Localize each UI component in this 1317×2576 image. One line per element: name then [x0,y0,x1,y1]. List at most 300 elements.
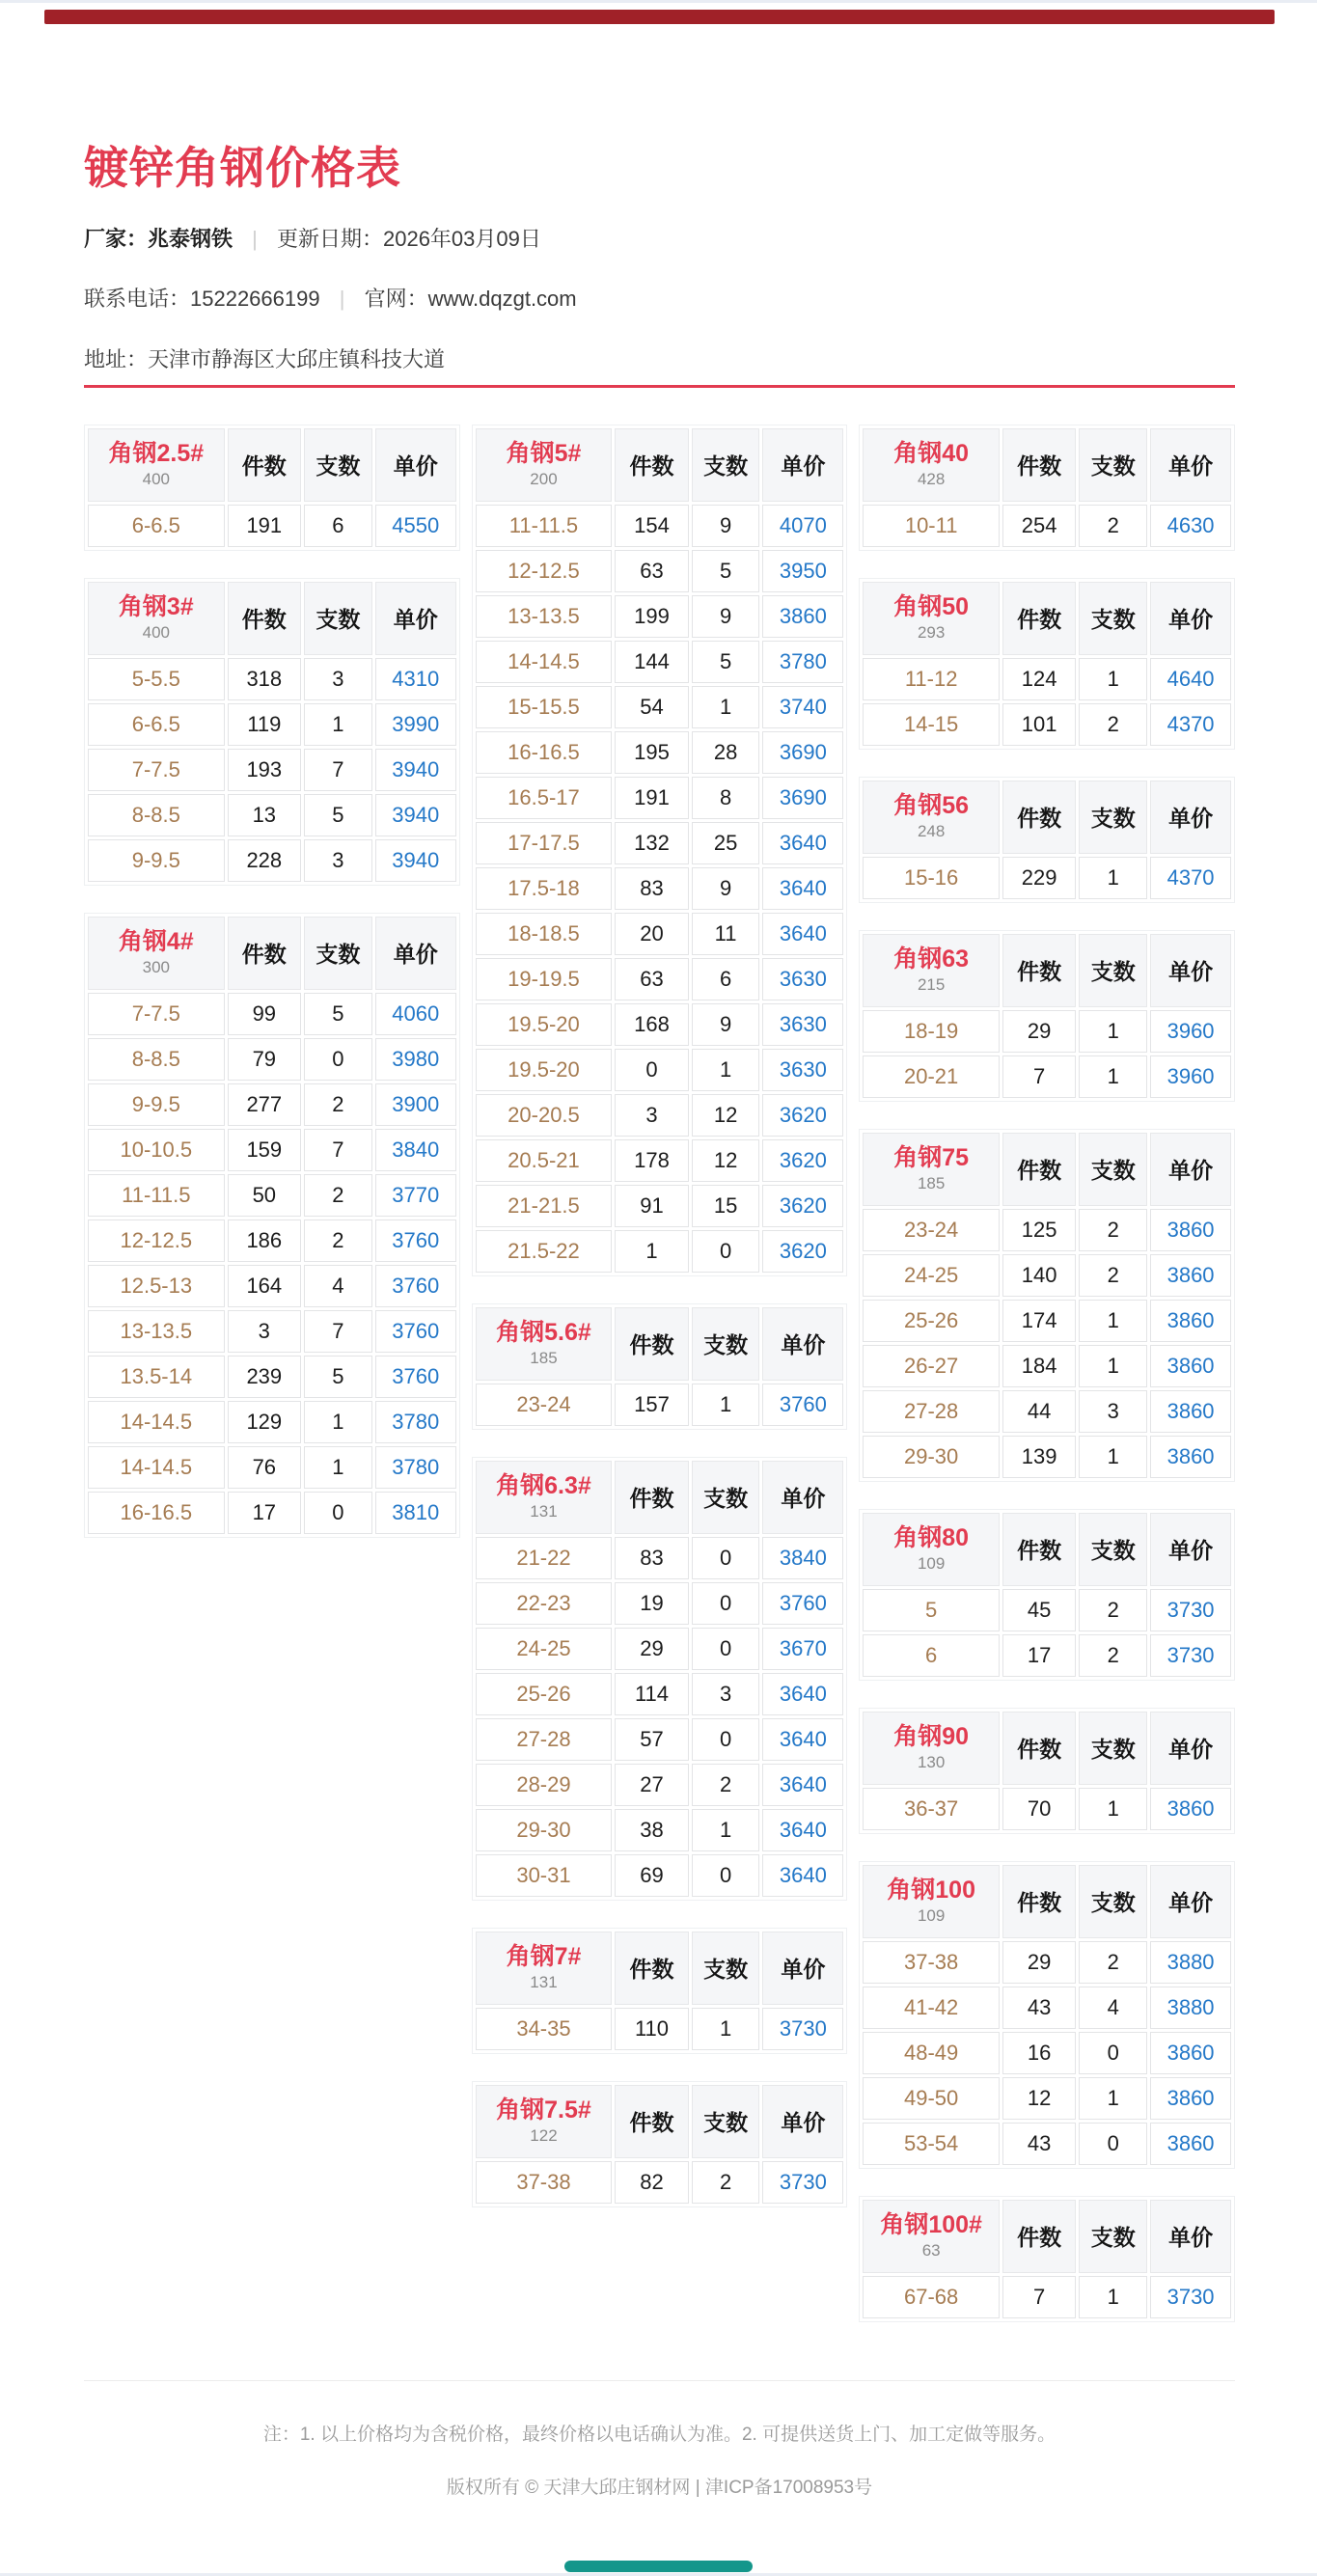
table-header-row [863,1133,1231,1206]
footer-divider [84,2380,1235,2381]
steel-type-label: 角钢50 [893,593,970,621]
steel-type-subnumber: 400 [142,623,170,643]
bars-cell: 2 [304,1219,372,1262]
pieces-cell: 254 [1002,505,1076,547]
price-cell[interactable]: 3980 [375,1038,456,1081]
price-cell[interactable]: 3760 [375,1265,456,1307]
bars-cell: 1 [692,1384,760,1426]
column-header-bars: 支数 [304,428,372,502]
spec-cell: 29-30 [863,1436,1000,1478]
spec-cell: 6-6.5 [88,505,225,547]
table-row [88,1174,456,1217]
bars-cell: 8 [692,777,760,819]
price-cell[interactable]: 3840 [762,1537,843,1579]
price-cell[interactable]: 3860 [1150,1390,1231,1433]
spec-cell: 11-11.5 [476,505,613,547]
spec-cell: 49-50 [863,2077,1000,2120]
spec-cell: 25-26 [863,1300,1000,1342]
column-header-price: 单价 [762,1307,843,1381]
price-cell[interactable]: 3860 [1150,1788,1231,1830]
price-cell[interactable]: 3730 [1150,1589,1231,1631]
spec-cell: 27-28 [476,1718,613,1761]
table-row [476,686,844,728]
table-row [863,1209,1231,1251]
address-line [84,348,1235,371]
column-header-pieces: 件数 [615,1307,688,1381]
spec-cell: 30-31 [476,1854,613,1897]
price-cell[interactable]: 3620 [762,1139,843,1182]
price-cell[interactable]: 3730 [762,2161,843,2204]
price-table [859,1129,1235,1482]
pieces-cell: 114 [615,1673,688,1715]
price-cell[interactable]: 3860 [1150,1436,1231,1478]
spec-cell: 10-10.5 [88,1129,225,1171]
column-header-price: 单价 [762,1932,843,2005]
spec-cell: 21.5-22 [476,1230,613,1273]
pieces-cell: 277 [228,1083,301,1126]
bars-cell: 1 [1079,1010,1147,1053]
price-cell[interactable]: 3940 [375,794,456,836]
steel-type-subnumber: 300 [142,958,170,977]
column-header-pieces: 件数 [615,2085,688,2158]
table-header-row [476,1932,844,2005]
spec-cell: 21-21.5 [476,1185,613,1227]
price-cell[interactable]: 3940 [375,749,456,791]
price-cell[interactable]: 3860 [1150,2032,1231,2074]
bars-cell: 0 [692,1230,760,1273]
price-cell[interactable]: 3950 [762,550,843,592]
steel-type-label: 角钢75 [893,1144,970,1172]
column-header-bars: 支数 [304,582,372,655]
spec-cell: 7-7.5 [88,993,225,1035]
table-title-cell [863,934,1000,1007]
price-cell[interactable]: 3860 [1150,1345,1231,1387]
price-cell[interactable]: 3640 [762,1673,843,1715]
price-cell[interactable]: 3760 [762,1582,843,1625]
table-header-row [863,781,1231,854]
column-header-price: 单价 [1150,582,1231,655]
table-title-cell [476,1307,613,1381]
pieces-cell: 191 [228,505,301,547]
bottom-indicator-pill [564,2561,753,2572]
table-row [476,1139,844,1182]
price-cell[interactable]: 3960 [1150,1055,1231,1098]
steel-type-subnumber: 130 [917,1753,946,1772]
price-cell[interactable]: 3740 [762,686,843,728]
price-cell[interactable]: 4070 [762,505,843,547]
bars-cell: 2 [692,1764,760,1806]
column-header-bars: 支数 [692,1307,760,1381]
table-columns [84,425,1235,2322]
column-header-pieces: 件数 [615,428,688,502]
column-header-pieces: 件数 [615,1932,688,2005]
bars-cell: 1 [1079,658,1147,700]
price-cell[interactable]: 3730 [1150,1634,1231,1677]
table-row [88,1038,456,1081]
bars-cell: 1 [1079,2077,1147,2120]
bars-cell: 2 [304,1083,372,1126]
column-header-bars: 支数 [1079,1712,1147,1785]
bars-cell: 0 [692,1718,760,1761]
price-cell[interactable]: 3780 [375,1401,456,1443]
bars-cell: 0 [692,1537,760,1579]
table-row [476,958,844,1000]
table-row [476,731,844,774]
price-cell[interactable]: 3690 [762,777,843,819]
footer-note: 注：1. 以上价格均为含税价格，最终价格以电话确认为准。2. 可提供送货上门、加工定做等服务。 [262,2424,1056,2445]
pieces-cell: 178 [615,1139,688,1182]
column-header-pieces: 件数 [228,917,301,990]
price-cell[interactable]: 3760 [375,1310,456,1353]
price-cell[interactable]: 3630 [762,958,843,1000]
price-cell[interactable]: 3640 [762,1718,843,1761]
price-cell[interactable]: 4640 [1150,658,1231,700]
table-row [863,505,1231,547]
price-cell[interactable]: 4370 [1150,857,1231,899]
table-row [476,2161,844,2204]
price-cell[interactable]: 3620 [762,1185,843,1227]
update-date: 更新日期：2026年03月09日 [276,227,541,252]
pieces-cell: 184 [1002,1345,1076,1387]
pieces-cell: 57 [615,1718,688,1761]
bars-cell: 6 [692,958,760,1000]
table-row [88,1083,456,1126]
table-row [88,749,456,791]
column-2 [472,425,848,2207]
column-header-price: 单价 [375,582,456,655]
price-cell[interactable]: 3640 [762,913,843,955]
table-row [88,1310,456,1353]
spec-cell: 15-15.5 [476,686,613,728]
pieces-cell: 29 [615,1628,688,1670]
spec-cell: 18-18.5 [476,913,613,955]
spec-cell: 24-25 [863,1254,1000,1297]
table-header-row [863,1712,1231,1785]
price-cell[interactable]: 4060 [375,993,456,1035]
table-row [476,1718,844,1761]
table-title-cell [863,2200,1000,2273]
price-table [84,425,460,551]
column-header-bars: 支数 [304,917,372,990]
price-cell[interactable]: 3860 [1150,2123,1231,2165]
pieces-cell: 43 [1002,1987,1076,2029]
spec-cell: 28-29 [476,1764,613,1806]
bars-cell: 1 [1079,1436,1147,1478]
spec-cell: 16-16.5 [88,1492,225,1534]
spec-cell: 20-20.5 [476,1094,613,1137]
spec-cell: 36-37 [863,1788,1000,1830]
table-row [863,1436,1231,1478]
spec-cell: 9-9.5 [88,839,225,882]
spec-cell: 23-24 [863,1209,1000,1251]
bars-cell: 1 [692,1809,760,1851]
spec-cell: 48-49 [863,2032,1000,2074]
steel-type-label: 角钢4# [118,928,194,956]
spec-cell: 6 [863,1634,1000,1677]
pieces-cell: 50 [228,1174,301,1217]
table-header-row [88,582,456,655]
pieces-cell: 17 [228,1492,301,1534]
spec-cell: 8-8.5 [88,1038,225,1081]
pieces-cell: 91 [615,1185,688,1227]
bars-cell: 2 [304,1174,372,1217]
price-cell[interactable]: 3780 [375,1446,456,1489]
table-row [476,822,844,864]
price-table [859,930,1235,1102]
spec-cell: 53-54 [863,2123,1000,2165]
price-cell[interactable]: 3730 [762,2008,843,2050]
pieces-cell: 168 [615,1003,688,1046]
spec-cell: 10-11 [863,505,1000,547]
table-row [476,641,844,683]
spec-cell: 19.5-20 [476,1049,613,1091]
price-cell[interactable]: 3860 [1150,2077,1231,2120]
price-cell[interactable]: 3860 [1150,1300,1231,1342]
price-cell[interactable]: 4550 [375,505,456,547]
table-row [476,1809,844,1851]
bars-cell: 15 [692,1185,760,1227]
price-cell[interactable]: 3900 [375,1083,456,1126]
steel-type-label: 角钢100# [880,2211,982,2239]
table-row [863,1010,1231,1053]
price-cell[interactable]: 3640 [762,1809,843,1851]
table-row [476,1230,844,1273]
price-cell[interactable]: 3690 [762,731,843,774]
price-table [472,1928,848,2054]
pieces-cell: 99 [228,993,301,1035]
price-cell[interactable]: 3760 [762,1384,843,1426]
price-cell[interactable]: 3640 [762,867,843,910]
spec-cell: 7-7.5 [88,749,225,791]
spec-cell: 14-15 [863,703,1000,746]
table-header-row [863,934,1231,1007]
price-cell[interactable]: 3780 [762,641,843,683]
price-cell[interactable]: 3730 [1150,2276,1231,2318]
table-row [863,658,1231,700]
price-cell[interactable]: 3640 [762,1854,843,1897]
bars-cell: 9 [692,867,760,910]
table-row [88,1446,456,1489]
price-cell[interactable]: 3770 [375,1174,456,1217]
price-cell[interactable]: 4370 [1150,703,1231,746]
price-cell[interactable]: 3860 [1150,1209,1231,1251]
table-header-row [863,1513,1231,1586]
price-cell[interactable]: 3630 [762,1003,843,1046]
price-table [84,578,460,886]
table-row [476,1537,844,1579]
price-cell[interactable]: 3760 [375,1356,456,1398]
pieces-cell: 132 [615,822,688,864]
bars-cell: 4 [1079,1987,1147,2029]
pieces-cell: 12 [1002,2077,1076,2120]
bars-cell: 28 [692,731,760,774]
table-row [88,839,456,882]
pieces-cell: 318 [228,658,301,700]
price-cell[interactable]: 3840 [375,1129,456,1171]
pieces-cell: 174 [1002,1300,1076,1342]
table-header-row [476,1461,844,1534]
price-cell[interactable]: 3620 [762,1094,843,1137]
price-cell[interactable]: 3760 [375,1219,456,1262]
price-cell[interactable]: 3860 [1150,1254,1231,1297]
bars-cell: 2 [1079,703,1147,746]
price-cell[interactable]: 3860 [762,595,843,638]
bars-cell: 12 [692,1094,760,1137]
table-row [476,777,844,819]
table-row [863,1300,1231,1342]
pieces-cell: 144 [615,641,688,683]
spec-cell: 22-23 [476,1582,613,1625]
column-header-pieces: 件数 [1002,1865,1076,1938]
pieces-cell: 63 [615,550,688,592]
column-header-price: 单价 [1150,428,1231,502]
column-header-price: 单价 [1150,1133,1231,1206]
price-table [472,425,848,1276]
pieces-cell: 44 [1002,1390,1076,1433]
bars-cell: 5 [304,794,372,836]
column-header-pieces: 件数 [228,428,301,502]
steel-type-subnumber: 293 [917,623,946,643]
spec-cell: 37-38 [476,2161,613,2204]
bars-cell: 6 [304,505,372,547]
column-header-pieces: 件数 [1002,428,1076,502]
table-row [476,1185,844,1227]
pieces-cell: 124 [1002,658,1076,700]
pieces-cell: 82 [615,2161,688,2204]
spec-cell: 20-21 [863,1055,1000,1098]
price-table [859,1861,1235,2169]
column-header-price: 单价 [762,2085,843,2158]
column-header-bars: 支数 [1079,1133,1147,1206]
price-cell[interactable]: 4630 [1150,505,1231,547]
table-header-row [476,2085,844,2158]
column-header-pieces: 件数 [228,582,301,655]
table-header-row [863,1865,1231,1938]
price-cell[interactable]: 3880 [1150,1941,1231,1984]
price-cell[interactable]: 3880 [1150,1987,1231,2029]
steel-type-label: 角钢7# [506,1943,582,1971]
steel-type-label: 角钢90 [893,1723,970,1751]
bars-cell: 9 [692,505,760,547]
spec-cell: 67-68 [863,2276,1000,2318]
table-header-row [863,428,1231,502]
bars-cell: 2 [1079,1589,1147,1631]
table-row [476,1854,844,1897]
price-cell[interactable]: 3620 [762,1230,843,1273]
pieces-cell: 229 [1002,857,1076,899]
bars-cell: 5 [692,641,760,683]
table-row [88,703,456,746]
table-row [863,2077,1231,2120]
pieces-cell: 83 [615,867,688,910]
pieces-cell: 70 [1002,1788,1076,1830]
pieces-cell: 29 [1002,1010,1076,1053]
pieces-cell: 125 [1002,1209,1076,1251]
steel-type-label: 角钢2.5# [108,440,205,468]
steel-type-subnumber: 185 [530,1349,558,1368]
spec-cell: 12.5-13 [88,1265,225,1307]
table-row [863,1987,1231,2029]
column-header-price: 单价 [762,1461,843,1534]
table-row [88,1129,456,1171]
price-cell[interactable]: 3640 [762,1764,843,1806]
spec-cell: 5-5.5 [88,658,225,700]
spec-cell: 34-35 [476,2008,613,2050]
bars-cell: 5 [304,1356,372,1398]
column-header-pieces: 件数 [1002,781,1076,854]
spec-cell: 12-12.5 [476,550,613,592]
price-cell[interactable]: 3670 [762,1628,843,1670]
table-row [863,1345,1231,1387]
column-header-pieces: 件数 [1002,1513,1076,1586]
vendor-label: 厂家：兆泰钢铁 [84,227,233,252]
bars-cell: 2 [1079,1254,1147,1297]
table-row [863,2123,1231,2165]
column-header-pieces: 件数 [1002,1712,1076,1785]
page-title: 镀锌角钢价格表 [84,143,401,193]
price-cell[interactable]: 3640 [762,822,843,864]
pieces-cell: 191 [615,777,688,819]
table-row [476,913,844,955]
column-header-price: 单价 [375,917,456,990]
spec-cell: 13.5-14 [88,1356,225,1398]
steel-type-label: 角钢3# [118,593,194,621]
bars-cell: 5 [304,993,372,1035]
bars-cell: 0 [304,1492,372,1534]
column-header-bars: 支数 [692,1461,760,1534]
table-row [863,703,1231,746]
table-row [863,1390,1231,1433]
bars-cell: 1 [1079,1055,1147,1098]
bars-cell: 1 [304,1401,372,1443]
steel-type-label: 角钢80 [893,1524,970,1552]
footer [84,2380,1235,2499]
table-row [476,1003,844,1046]
bars-cell: 1 [1079,2276,1147,2318]
address: 地址：天津市静海区大邱庄镇科技大道 [84,346,446,371]
table-header-row [88,428,456,502]
bars-cell: 12 [692,1139,760,1182]
steel-type-label: 角钢63 [893,945,970,973]
price-cell[interactable]: 3940 [375,839,456,882]
table-title-cell [863,428,1000,502]
column-header-bars: 支数 [692,1932,760,2005]
table-row [88,1219,456,1262]
table-row [476,550,844,592]
bars-cell: 7 [304,749,372,791]
spec-cell: 24-25 [476,1628,613,1670]
steel-type-subnumber: 185 [917,1174,946,1193]
price-cell[interactable]: 3810 [375,1492,456,1534]
bars-cell: 1 [1079,1345,1147,1387]
bars-cell: 0 [304,1038,372,1081]
spec-cell: 13-13.5 [88,1310,225,1353]
pieces-cell: 20 [615,913,688,955]
table-row [88,993,456,1035]
table-header-row [863,2200,1231,2273]
pieces-cell: 239 [228,1356,301,1398]
table-title-cell [88,917,225,990]
price-cell[interactable]: 3960 [1150,1010,1231,1053]
price-cell[interactable]: 3990 [375,703,456,746]
price-cell[interactable]: 4310 [375,658,456,700]
price-cell[interactable]: 3630 [762,1049,843,1091]
table-row [476,867,844,910]
spec-cell: 14-14.5 [476,641,613,683]
bars-cell: 0 [1079,2032,1147,2074]
bars-cell: 1 [1079,1788,1147,1830]
bars-cell: 3 [304,839,372,882]
